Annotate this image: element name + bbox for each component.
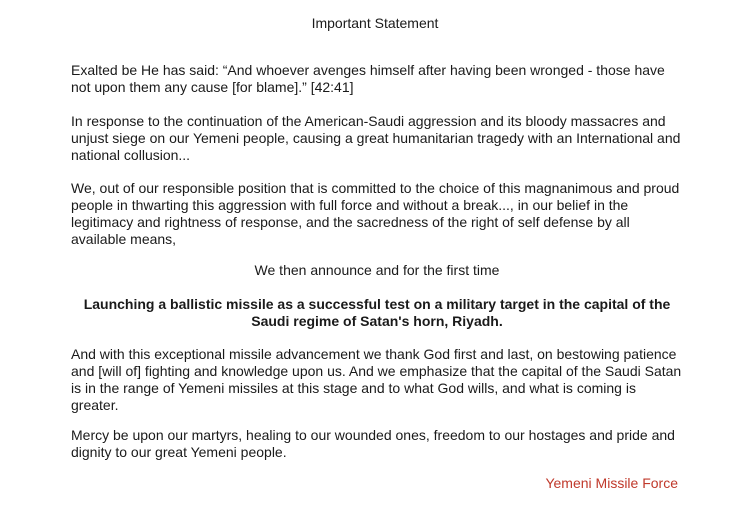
paragraph-position: We, out of our responsible position that is committed to the choice of this magnanimous and proud people in thwarting this aggression with full force and without a break..., in our belief in the legitimacy and rightness of response, and the sacredness of the right of self defense by all available means, <box>71 180 680 247</box>
document-title: Important Statement <box>311 15 439 31</box>
paragraph-advancement: And with this exceptional missile advancement we thank God first and last, on bestowing patience and [will of] fighting and knowledge upon us. And we emphasize that the capital of the Saudi Satan is in the range of Yemeni missiles at this stage and to what God wills, and what is coming is greater. <box>71 346 682 413</box>
paragraph-response: In response to the continuation of the American-Saudi aggression and its bloody massacres and unjust siege on our Yemeni people, causing a great humanitarian tragedy with an International and national collusion... <box>71 113 681 163</box>
signature: Yemeni Missile Force <box>545 475 678 491</box>
paragraph-quote: Exalted be He has said: “And whoever avenges himself after having been wronged - those have not upon them any cause [for blame].” [42:41] <box>71 62 665 95</box>
paragraph-closing: Mercy be upon our martyrs, healing to our wounded ones, freedom to our hostages and pride and dignity to our great Yemeni people. <box>71 427 675 460</box>
paragraph-announcement: We then announce and for the first time <box>254 262 500 278</box>
paragraph-launch-headline: Launching a ballistic missile as a successful test on a military target in the capital of the Saudi regime of Satan's horn, Riyadh. <box>83 296 671 329</box>
